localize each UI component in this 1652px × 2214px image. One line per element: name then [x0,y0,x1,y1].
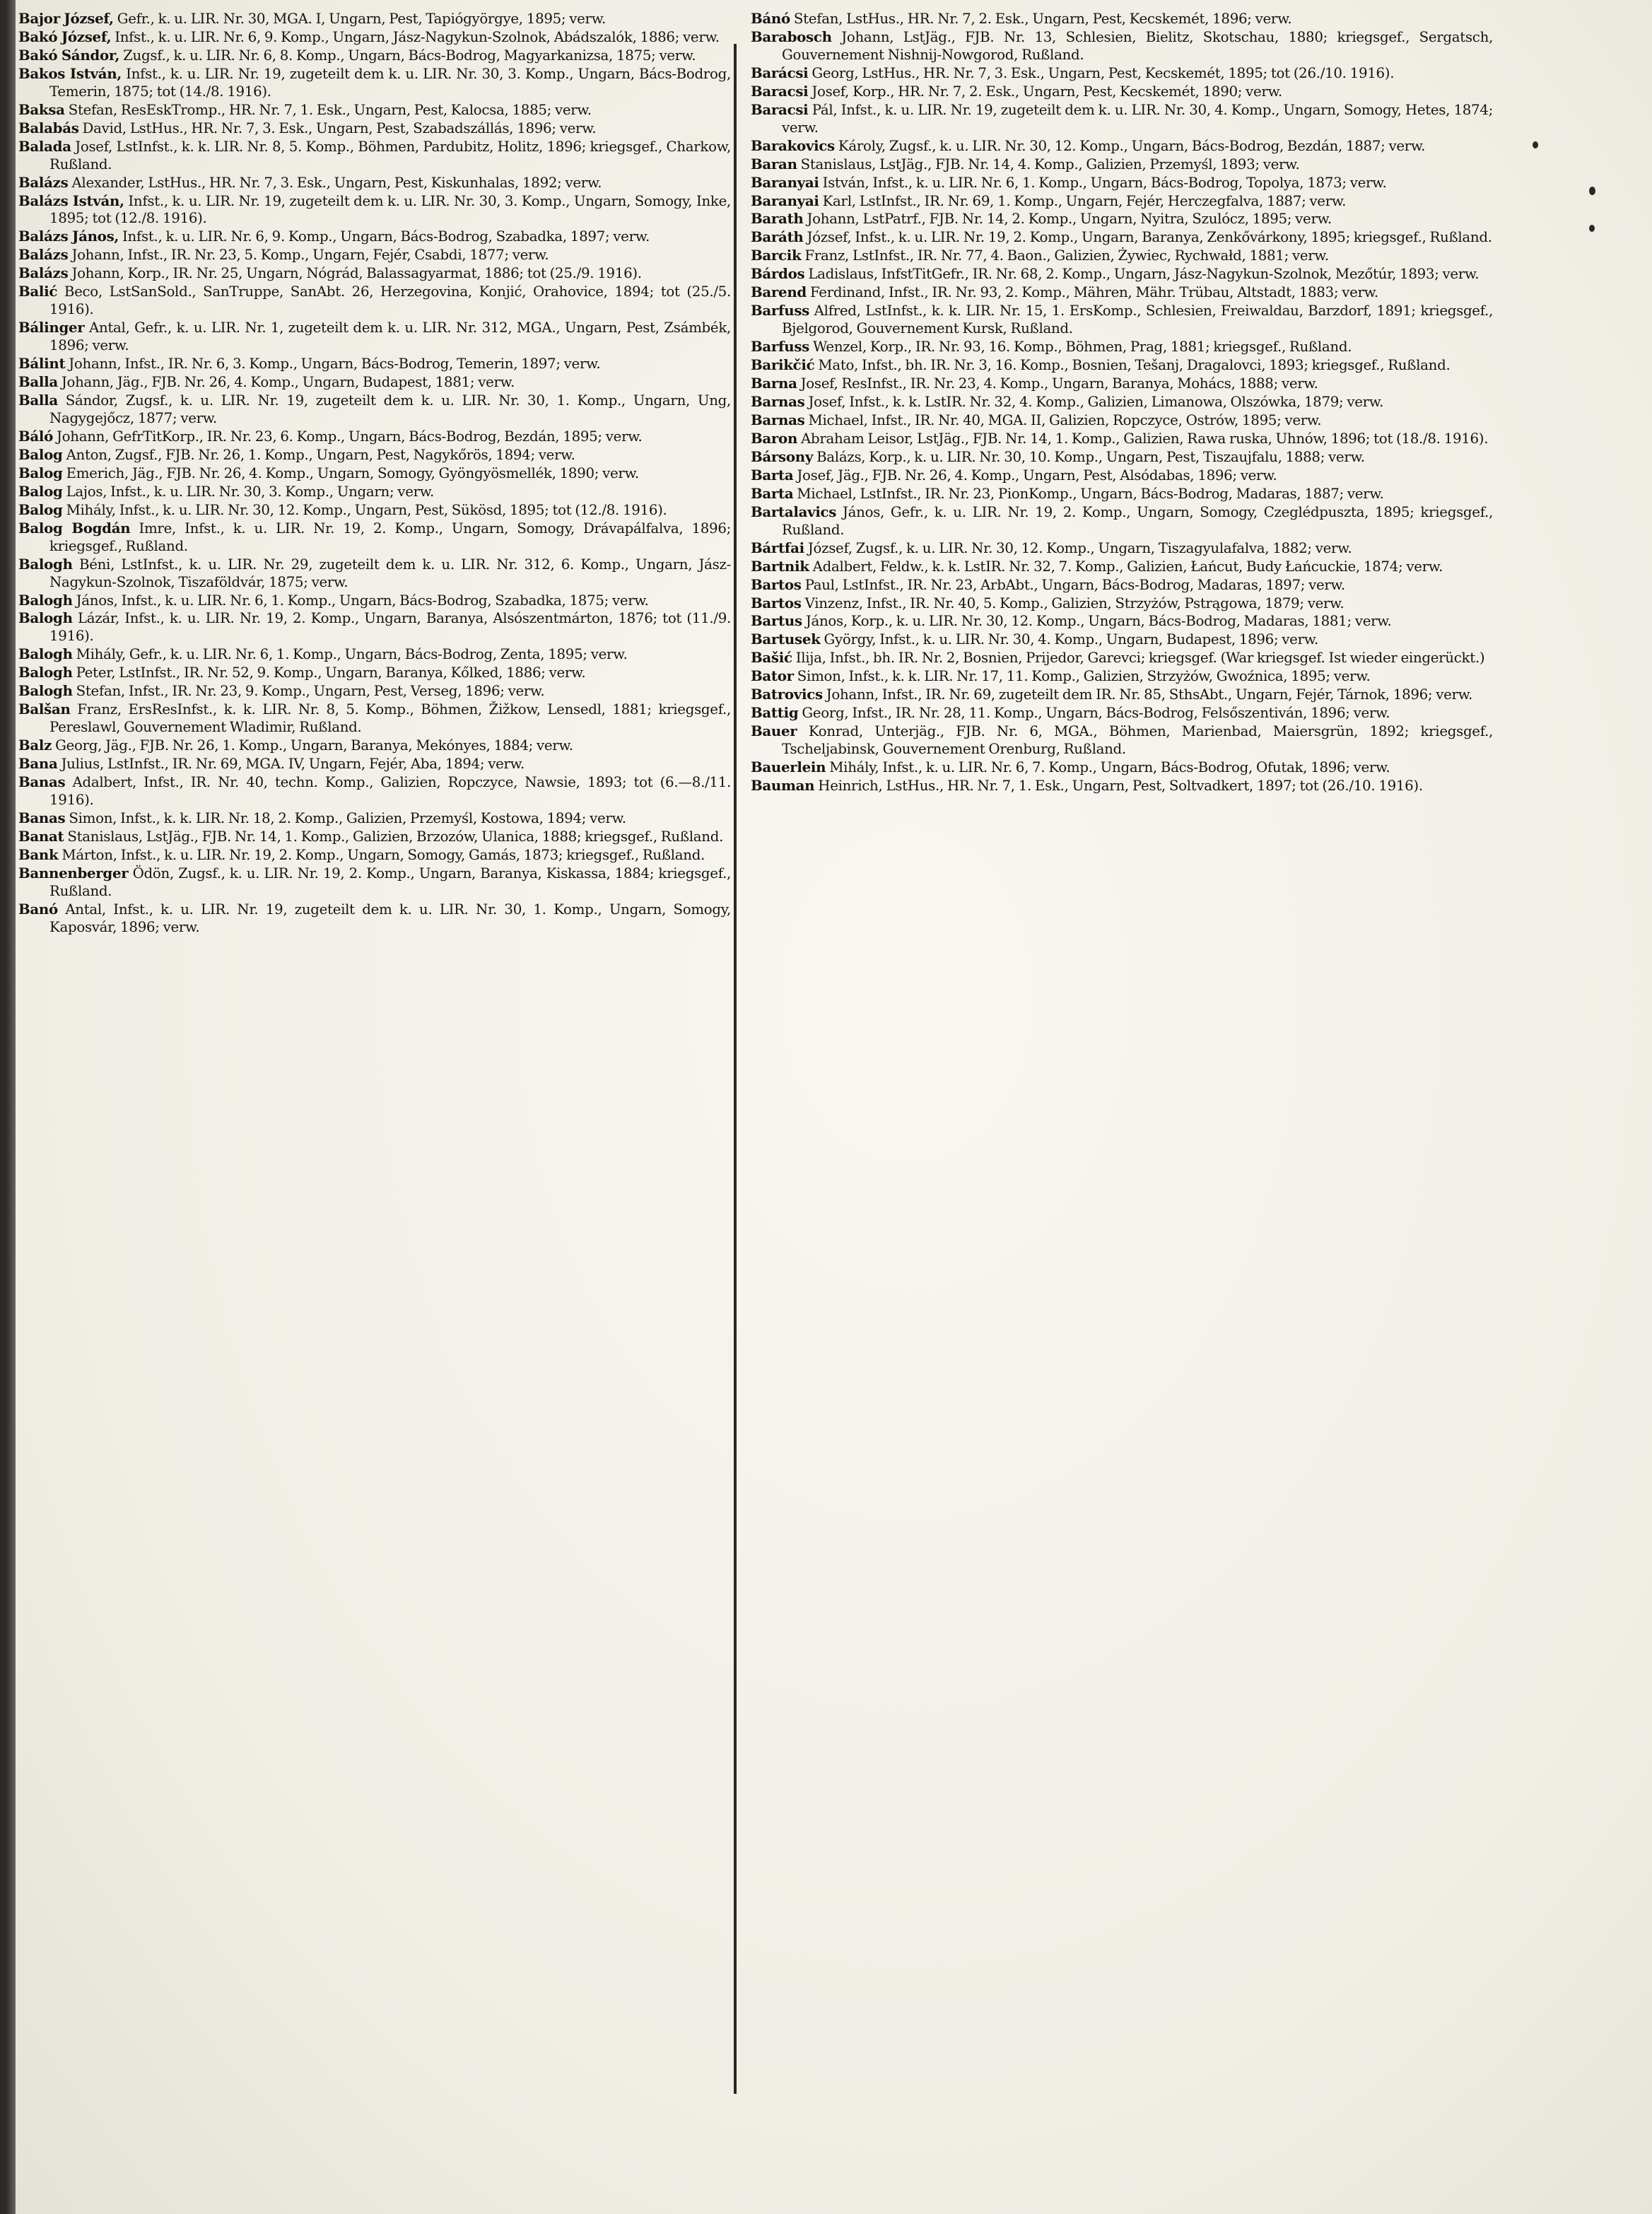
register-entry [751,228,1493,247]
register-entry [18,392,731,428]
entry-surname: Bálinger [18,319,85,336]
entry-details: Stefan, Infst., IR. Nr. 23, 9. Komp., Ungarn, Pest, Verseg, 1896; verw. [72,683,545,700]
entry-details: Ilija, Infst., bh. IR. Nr. 2, Bosnien, Prijedor, Garevci; kriegsgef. (War kriegsgef. Ist wieder eingerückt.) [792,650,1485,667]
entry-details: Mihály, Infst., k. u. LIR. Nr. 30, 12. Komp., Ungarn, Pest, Sükösd, 1895; tot (12./8. 1916). [62,501,667,518]
entry-surname: Baran [751,155,797,172]
entry-surname: Balázs [18,173,69,191]
register-entry [751,686,1493,704]
register-entry [751,10,1493,28]
register-entry [751,594,1493,613]
entry-surname: Balázs István, [18,192,124,209]
entry-details: Josef, Infst., k. k. LstIR. Nr. 32, 4. Komp., Galizien, Limanowa, Olszówka, 1879; verw. [804,394,1384,411]
entry-details: Johann, Jäg., FJB. Nr. 26, 4. Komp., Ungarn, Budapest, 1881; verw. [57,374,515,391]
entry-surname: Bašić [751,649,792,667]
register-entry [751,667,1493,686]
entry-surname: Baracsi [751,100,809,118]
entry-details: József, Infst., k. u. LIR. Nr. 19, 2. Komp., Ungarn, Baranya, Zenkővárkony, 1895; kriegsgef., Rußland. [803,229,1492,246]
entry-surname: Báló [18,427,54,445]
register-entry [751,156,1493,174]
register-entry [18,501,731,520]
register-entry [18,355,731,373]
register-entry [18,901,731,937]
entry-surname: Banas [18,809,66,826]
entry-details: Michael, LstInfst., IR. Nr. 23, PionKomp., Ungarn, Bács-Bodrog, Madaras, 1887; verw. [793,485,1384,502]
entry-details: Georg, LstHus., HR. Nr. 7, 3. Esk., Ungarn, Pest, Kecskemét, 1895; tot (26./10. 1916). [808,64,1395,81]
register-entry [751,137,1493,156]
entry-surname: Bartus [751,612,802,630]
entry-surname: Bannenberger [18,864,129,882]
entry-details: Abraham Leisor, LstJäg., FJB. Nr. 14, 1. Komp., Galizien, Rawa ruska, Uhnów, 1896; tot (18./8. 1916). [797,430,1489,447]
register-entry [18,228,731,246]
entry-surname: Barfuss [751,302,810,320]
entry-surname: Barend [751,283,807,301]
entry-details: Peter, LstInfst., IR. Nr. 52, 9. Komp., Ungarn, Baranya, Kőlked, 1886; verw. [72,664,586,681]
entry-surname: Bartusek [751,631,821,648]
entry-details: Stanislaus, LstJäg., FJB. Nr. 14, 1. Komp., Galizien, Brzozów, Ulanica, 1888; kriegsgef., Rußland. [64,828,724,845]
entry-details: Josef, Korp., HR. Nr. 7, 2. Esk., Ungarn, Pest, Kecskemét, 1890; verw. [808,83,1282,100]
entry-details: Pál, Infst., k. u. LIR. Nr. 19, zugeteilt dem k. u. LIR. Nr. 30, 4. Komp., Ungarn, Somogy, Hetes, 1874; verw. [782,101,1493,136]
entry-details: Josef, ResInfst., IR. Nr. 23, 4. Komp., Ungarn, Baranya, Mohács, 1888; verw. [797,375,1318,392]
entry-surname: Barta [751,484,794,502]
entry-details: Infst., k. u. LIR. Nr. 19, zugeteilt dem k. u. LIR. Nr. 30, 3. Komp., Ungarn, Somogy, Inke, 1895; tot (12./8. 1916). [49,192,731,227]
register-entry [18,773,731,809]
register-entry [18,664,731,682]
register-entry [18,846,731,865]
register-entry [18,865,731,901]
entry-surname: Banó [18,900,58,918]
entry-details: Anton, Zugsf., FJB. Nr. 26, 1. Komp., Ungarn, Pest, Nagykőrös, 1894; verw. [62,446,575,463]
register-entry [18,428,731,446]
entry-details: István, Infst., k. u. LIR. Nr. 6, 1. Komp., Ungarn, Bács-Bodrog, Topolya, 1873; verw. [819,174,1387,191]
entry-details: Johann, Korp., IR. Nr. 25, Ungarn, Nógrád, Balassagyarmat, 1886; tot (25./9. 1916). [68,265,642,282]
register-entry [18,483,731,501]
entry-surname: Bauerlein [751,758,826,776]
entry-surname: Banat [18,827,64,845]
entry-surname: Barakovics [751,136,835,154]
entry-surname: Bálint [18,355,66,373]
register-entry [18,246,731,264]
entry-details: György, Infst., k. u. LIR. Nr. 30, 4. Komp., Ungarn, Budapest, 1896; verw. [820,631,1319,648]
register-entry [18,446,731,464]
register-entry [751,64,1493,83]
register-entry [751,539,1493,558]
entry-details: Franz, ErsResInfst., k. k. LIR. Nr. 8, 5. Komp., Böhmen, Žižkow, Lensedl, 1881; kriegsgef., Pereslawl, Gouvernement Wladimir, Rußland. [49,701,731,736]
entry-surname: Baron [751,429,798,447]
entry-details: Zugsf., k. u. LIR. Nr. 6, 8. Komp., Ungarn, Bács-Bodrog, Magyarkanizsa, 1875; verw. [119,47,696,64]
register-entry [751,356,1493,375]
entry-surname: Barcik [751,247,802,264]
entry-surname: Balogh [18,555,73,573]
entry-details: Franz, LstInfst., IR. Nr. 77, 4. Baon., Galizien, Żywiec, Rychwałd, 1881; verw. [801,247,1329,264]
register-entry [751,283,1493,302]
entry-surname: Balšan [18,701,71,718]
register-entry [18,373,731,392]
register-entry [18,755,731,773]
entry-details: Konrad, Unterjäg., FJB. Nr. 6, MGA., Böhmen, Marienbad, Maiersgrün, 1892; kriegsgef., Tscheljabinsk, Gouvernement Orenburg, Rußland. [782,723,1493,758]
entry-surname: Banas [18,773,66,791]
ink-speck [1533,141,1538,148]
entry-details: David, LstHus., HR. Nr. 7, 3. Esk., Ungarn, Pest, Szabadszállás, 1896; verw. [78,119,597,136]
register-entry [18,828,731,846]
register-entry [751,338,1493,356]
entry-details: Adalbert, Feldw., k. k. LstIR. Nr. 32, 7. Komp., Galizien, Łańcut, Budy Łańcuckie, 1874; verw. [809,558,1443,575]
entry-details: Mihály, Gefr., k. u. LIR. Nr. 6, 1. Komp., Ungarn, Bács-Bodrog, Zenta, 1895; verw. [72,646,628,663]
entry-surname: Balog Bogdán [18,519,131,537]
entry-details: Lajos, Infst., k. u. LIR. Nr. 30, 3. Komp., Ungarn; verw. [62,483,435,500]
column-divider [734,44,737,2094]
entry-surname: Bartalavics [751,503,837,520]
entry-details: Paul, LstInfst., IR. Nr. 23, ArbAbt., Ungarn, Bács-Bodrog, Madaras, 1897; verw. [801,576,1345,593]
entry-surname: Bakos István, [18,64,122,82]
register-entry [18,119,731,138]
entry-details: Antal, Infst., k. u. LIR. Nr. 19, zugeteilt dem k. u. LIR. Nr. 30, 1. Komp., Ungarn, Somogy, Kaposvár, 1896; verw. [49,901,731,935]
register-entry [18,682,731,701]
entry-details: Béni, LstInfst., k. u. LIR. Nr. 29, zugeteilt dem k. u. LIR. Nr. 312, 6. Komp., Ungarn, Jász-Nagykun-Szolnok, Tiszaföldvár, 1875; verw. [49,556,731,590]
entry-surname: Balázs [18,264,69,282]
entry-details: Michael, Infst., IR. Nr. 40, MGA. II, Galizien, Ropczyce, Ostrów, 1895; verw. [804,411,1322,428]
register-entry [751,411,1493,430]
entry-surname: Balla [18,392,58,409]
entry-surname: Barna [751,375,797,392]
register-entry [18,174,731,192]
entry-surname: Baksa [18,100,65,118]
entry-surname: Barabosch [751,28,832,45]
register-entry [751,101,1493,137]
entry-details: Josef, Jäg., FJB. Nr. 26, 4. Komp., Ungarn, Pest, Alsódabas, 1896; verw. [793,467,1277,484]
register-entry [18,520,731,556]
entry-details: Ladislaus, InfstTitGefr., IR. Nr. 68, 2. Komp., Ungarn, Jász-Nagykun-Szolnok, Mezőtúr, 1893; verw. [804,266,1480,283]
entry-surname: Barnas [751,411,805,428]
register-entry [751,265,1493,283]
entry-details: János, Gefr., k. u. LIR. Nr. 19, 2. Komp., Ungarn, Somogy, Czeglédpuszta, 1895; kriegsgef., Rußland. [782,503,1493,538]
entry-details: Johann, Infst., IR. Nr. 6, 3. Komp., Ungarn, Bács-Bodrog, Temerin, 1897; verw. [65,356,601,373]
register-entry [18,464,731,483]
entry-details: Balázs, Korp., k. u. LIR. Nr. 30, 10. Komp., Ungarn, Pest, Tiszaujfalu, 1888; verw. [813,448,1365,465]
entry-details: Vinzenz, Infst., IR. Nr. 40, 5. Komp., Galizien, Strzyżów, Pstrągowa, 1879; verw. [801,594,1345,611]
entry-surname: Bakó Sándor, [18,46,120,64]
entry-surname: Bartos [751,575,802,593]
register-entry [751,28,1493,64]
entry-surname: Balz [18,737,52,754]
register-entry [18,592,731,610]
register-entry [18,701,731,737]
entry-details: Karl, LstInfst., IR. Nr. 69, 1. Komp., Ungarn, Fejér, Herczegfalva, 1887; verw. [819,192,1347,209]
register-entry [18,10,731,28]
entry-surname: Bank [18,845,59,863]
entry-surname: Barnas [751,393,805,411]
entry-surname: Balla [18,373,58,391]
register-entry [751,631,1493,649]
entry-details: Josef, LstInfst., k. k. LIR. Nr. 8, 5. Komp., Böhmen, Pardubitz, Holitz, 1896; kriegsgef., Charkow, Rußland. [49,138,731,172]
entry-surname: Bajor József, [18,10,114,27]
register-entry [751,174,1493,192]
entry-surname: Balabás [18,119,79,136]
entry-surname: Balogh [18,682,73,700]
register-entry [751,612,1493,631]
register-entry [751,722,1493,758]
register-entry [751,576,1493,594]
entry-details: Simon, Infst., k. k. LIR. Nr. 17, 11. Komp., Galizien, Strzyżów, Gwoźnica, 1895; verw. [793,668,1371,685]
register-entry [751,448,1493,467]
entry-details: Julius, LstInfst., IR. Nr. 69, MGA. IV, Ungarn, Fejér, Aba, 1894; verw. [57,756,525,773]
entry-details: János, Korp., k. u. LIR. Nr. 30, 12. Komp., Ungarn, Bács-Bodrog, Madaras, 1881; verw. [802,613,1392,630]
entry-surname: Baracsi [751,82,809,100]
entry-surname: Balog [18,500,63,518]
entry-surname: Bártfai [751,539,804,556]
register-entry [18,319,731,355]
entry-details: Antal, Gefr., k. u. LIR. Nr. 1, zugeteilt dem k. u. LIR. Nr. 312, MGA., Ungarn, Pest, Zsámbék, 1896; verw. [49,320,731,354]
entry-details: Stefan, LstHus., HR. Nr. 7, 2. Esk., Ungarn, Pest, Kecskemét, 1896; verw. [790,11,1292,27]
entry-details: Beco, LstSanSold., SanTruppe, SanAbt. 26, Herzegovina, Konjić, Orahovice, 1894; tot (25./5. 1916). [49,283,731,318]
register-entry [18,645,731,664]
entry-details: Johann, LstJäg., FJB. Nr. 13, Schlesien, Bielitz, Skotschau, 1880; kriegsgef., Sergatsch, Gouvernement Nishnij-Nowgorod, Rußland. [782,28,1493,63]
entry-surname: Bárdos [751,265,805,283]
entry-surname: Balogh [18,664,73,681]
entry-details: Johann, LstPatrf., FJB. Nr. 14, 2. Komp., Ungarn, Nyitra, Szulócz, 1895; verw. [803,211,1332,228]
entry-details: Wenzel, Korp., IR. Nr. 93, 16. Komp., Böhmen, Prag, 1881; kriegsgef., Rußland. [809,339,1352,356]
entry-details: Emerich, Jäg., FJB. Nr. 26, 4. Komp., Ungarn, Somogy, Gyöngyösmellék, 1890; verw. [62,464,639,481]
entry-surname: Balogh [18,609,73,627]
register-entry [18,65,731,101]
entry-details: Georg, Infst., IR. Nr. 28, 11. Komp., Ungarn, Bács-Bodrog, Felsőszentiván, 1896; verw. [798,705,1390,722]
register-entry [751,83,1493,101]
entry-surname: Bakó József, [18,28,112,45]
register-entry [18,47,731,65]
register-entry [751,393,1493,411]
entry-details: Infst., k. u. LIR. Nr. 6, 9. Komp., Ungarn, Jász-Nagykun-Szolnok, Abádszalók, 1886; verw. [111,28,720,45]
entry-details: Stanislaus, LstJäg., FJB. Nr. 14, 4. Komp., Galizien, Przemyśl, 1893; verw. [797,156,1300,172]
entry-surname: Balada [18,137,71,155]
entry-surname: Barta [751,466,794,484]
register-entry [18,28,731,47]
entry-surname: Balázs [18,246,69,264]
entry-surname: Balog [18,482,63,500]
right-column [751,10,1493,2214]
entry-details: Johann, Infst., IR. Nr. 69, zugeteilt dem IR. Nr. 85, SthsAbt., Ungarn, Fejér, Tárnok, 1896; verw. [822,686,1472,703]
entry-details: Alfred, LstInfst., k. k. LIR. Nr. 15, 1. ErsKomp., Schlesien, Freiwaldau, Barzdorf, 1891; kriegsgef., Bjelgorod, Gouvernement Kursk, Rußland. [782,303,1493,337]
register-entry [751,467,1493,485]
entry-surname: Bánó [751,10,790,27]
entry-surname: Balog [18,464,63,481]
entry-surname: Bársony [751,447,814,465]
register-entry [18,192,731,228]
entry-details: Károly, Zugsf., k. u. LIR. Nr. 30, 12. Komp., Ungarn, Bács-Bodrog, Bezdán, 1887; verw. [834,137,1426,154]
entry-surname: Battig [751,704,799,722]
register-entry [18,264,731,283]
entry-surname: Baranyai [751,192,819,209]
ink-speck [1589,225,1595,232]
register-entry [18,283,731,319]
register-entry [751,704,1493,722]
entry-surname: Bauer [751,722,797,740]
entry-surname: Balogh [18,591,73,609]
register-entry [18,737,731,755]
entry-details: Mihály, Infst., k. u. LIR. Nr. 6, 7. Komp., Ungarn, Bács-Bodrog, Ofutak, 1896; verw. [826,759,1390,776]
entry-details: József, Zugsf., k. u. LIR. Nr. 30, 12. Komp., Ungarn, Tiszagyulafalva, 1882; verw. [804,539,1352,556]
entry-details: Márton, Infst., k. u. LIR. Nr. 19, 2. Komp., Ungarn, Somogy, Gamás, 1873; kriegsgef., Rußland. [58,846,705,863]
entry-details: Ferdinand, Infst., IR. Nr. 93, 2. Komp., Mähren, Mähr. Trübau, Altstadt, 1883; verw. [806,284,1378,301]
entry-surname: Bauman [751,777,815,795]
entry-surname: Balogh [18,645,73,663]
register-entry [18,101,731,119]
register-entry [751,302,1493,338]
entry-surname: Barácsi [751,64,809,81]
entry-surname: Balázs János, [18,228,119,245]
register-entry [751,558,1493,576]
entry-details: Johann, Infst., IR. Nr. 23, 5. Komp., Ungarn, Fejér, Csabdi, 1877; verw. [68,247,549,264]
left-column [18,10,731,2214]
entry-details: János, Infst., k. u. LIR. Nr. 6, 1. Komp., Ungarn, Bács-Bodrog, Szabadka, 1875; verw. [72,592,649,609]
register-entry [751,649,1493,667]
entry-surname: Bana [18,755,58,773]
entry-surname: Barikčić [751,356,815,374]
register-entry [18,809,731,828]
entry-details: Lázár, Infst., k. u. LIR. Nr. 19, 2. Komp., Ungarn, Baranya, Alsószentmárton, 1876; tot (11./9. 1916). [49,610,731,645]
register-entry [18,609,731,645]
entry-surname: Bator [751,667,794,685]
register-entry [751,485,1493,503]
register-entry [751,375,1493,393]
entry-details: Adalbert, Infst., IR. Nr. 40, techn. Komp., Galizien, Ropczyce, Nawsie, 1893; tot (6.—8./11. 1916). [49,774,731,808]
register-entry [751,247,1493,265]
entry-details: Infst., k. u. LIR. Nr. 19, zugeteilt dem k. u. LIR. Nr. 30, 3. Komp., Ungarn, Bács-Bodrog, Temerin, 1875; tot (14./8. 1916). [49,65,731,100]
entry-details: Georg, Jäg., FJB. Nr. 26, 1. Komp., Ungarn, Baranya, Mekónyes, 1884; verw. [52,737,573,754]
entry-surname: Batrovics [751,686,823,703]
entry-details: Mato, Infst., bh. IR. Nr. 3, 16. Komp., Bosnien, Tešanj, Dragalovci, 1893; kriegsgef., Rußland. [814,357,1451,374]
entry-surname: Barfuss [751,338,810,356]
entry-details: Johann, GefrTitKorp., IR. Nr. 23, 6. Komp., Ungarn, Bács-Bodrog, Bezdán, 1895; verw. [53,428,643,445]
register-entry [751,503,1493,539]
entry-surname: Baráth [751,228,804,246]
entry-surname: Baranyai [751,173,819,191]
page-binding-edge [0,0,16,2214]
entry-details: Alexander, LstHus., HR. Nr. 7, 3. Esk., Ungarn, Pest, Kiskunhalas, 1892; verw. [68,174,602,191]
register-entry [18,138,731,174]
entry-details: Ödön, Zugsf., k. u. LIR. Nr. 19, 2. Komp., Ungarn, Baranya, Kiskassa, 1884; kriegsgef., Rußland. [49,865,731,899]
ink-speck [1589,187,1595,195]
register-entry [751,192,1493,211]
entry-surname: Balog [18,445,63,463]
entry-details: Sándor, Zugsf., k. u. LIR. Nr. 19, zugeteilt dem k. u. LIR. Nr. 30, 1. Komp., Ungarn, Ung, Nagygejőcz, 1877; verw. [49,392,731,426]
register-entry [18,556,731,592]
entry-surname: Barath [751,210,804,228]
entry-details: Stefan, ResEskTromp., HR. Nr. 7, 1. Esk., Ungarn, Pest, Kalocsa, 1885; verw. [64,101,592,118]
register-entry [751,210,1493,228]
entry-details: Heinrich, LstHus., HR. Nr. 7, 1. Esk., Ungarn, Pest, Soltvadkert, 1897; tot (26./10. 1916). [814,778,1423,795]
entry-details: Gefr., k. u. LIR. Nr. 30, MGA. I, Ungarn, Pest, Tapiógyörgye, 1895; verw. [113,11,606,27]
entry-surname: Balić [18,283,58,300]
register-entry [751,430,1493,448]
entry-details: Imre, Infst., k. u. LIR. Nr. 19, 2. Komp., Ungarn, Somogy, Drávapálfalva, 1896; kriegsgef., Rußland. [49,520,731,554]
entry-surname: Bartos [751,594,802,611]
entry-surname: Bartnik [751,557,809,575]
entry-details: Simon, Infst., k. k. LIR. Nr. 18, 2. Komp., Galizien, Przemyśl, Kostowa, 1894; verw. [65,809,626,826]
register-entry [751,777,1493,795]
register-entry [751,758,1493,777]
entry-details: Infst., k. u. LIR. Nr. 6, 9. Komp., Ungarn, Bács-Bodrog, Szabadka, 1897; verw. [119,228,650,245]
